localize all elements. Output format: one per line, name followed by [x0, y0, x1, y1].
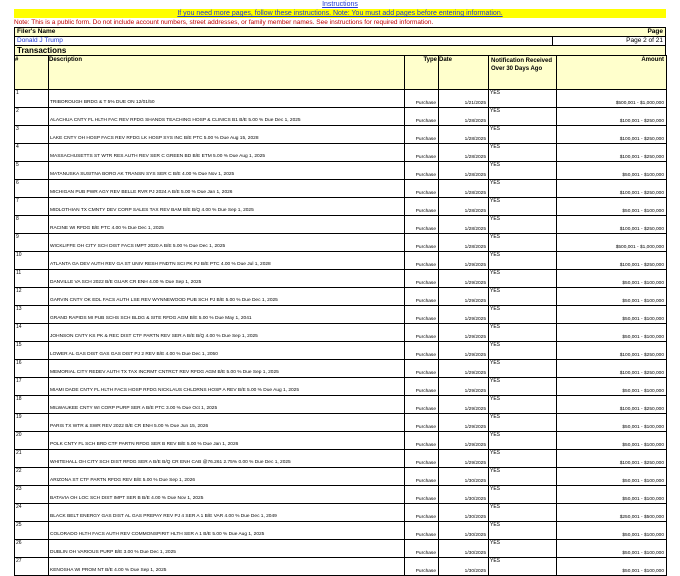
row-date[interactable]: 1/21/2025 [439, 90, 489, 108]
row-description[interactable]: POLK CNTY FL SCH BRD CTF PARTN RFDG SER B REV B/E 5.00 % Due Jan 1, 2026 [49, 432, 405, 450]
row-date[interactable]: 1/28/2025 [439, 108, 489, 126]
table-row [15, 144, 667, 162]
row-date[interactable]: 1/28/2025 [439, 198, 489, 216]
row-notification[interactable]: YES [489, 432, 557, 450]
table-row [15, 234, 667, 252]
filer-name-field[interactable]: Donald J Trump [17, 37, 63, 44]
row-amount[interactable]: $50,001 - $100,000 [557, 540, 667, 558]
filer-header [15, 28, 665, 36]
row-amount[interactable]: $500,001 - $1,000,000 [557, 90, 667, 108]
row-description[interactable]: MIAMI DADE CNTY FL HLTH FACS HOSP RFDG NICKLAUS CHLDRNS HOSP A REV B/E 5.00 % Due Aug 1, 2025 [49, 378, 405, 396]
row-notification[interactable]: YES [489, 216, 557, 234]
row-type[interactable]: Purchase [405, 90, 439, 108]
row-description[interactable]: LOWER AL GAS DIST GAS GAS DIST PJ 2 REV B/E 4.00 % Due Dec 1, 2050 [49, 342, 405, 360]
row-date[interactable]: 1/28/2025 [439, 216, 489, 234]
row-notification[interactable]: YES [489, 378, 557, 396]
column-header-notification: Notification Received Over 30 Days Ago [489, 56, 557, 90]
table-row [15, 360, 667, 378]
filer-values [15, 36, 665, 45]
row-amount[interactable]: $100,001 - $250,000 [557, 216, 667, 234]
table-row [15, 342, 667, 360]
row-description[interactable]: WICKLIFFE OH CITY SCH DIST FACS IMPT 2020 A B/E 5.00 % Due Dec 1, 2025 [49, 234, 405, 252]
row-date[interactable]: 1/29/2025 [439, 414, 489, 432]
row-date[interactable]: 1/29/2025 [439, 324, 489, 342]
row-description[interactable]: WHITEHALL OH CITY SCH DIST RFDG SER A B/E B/Q CR ENH CAB @76.261 2.75% 0.00 % Due Dec 1, 2025 [49, 450, 405, 468]
row-description[interactable]: PARIS TX WTR & SWR REV 2022 B/E CR ENH 5.00 % Due Jun 15, 2026 [49, 414, 405, 432]
row-notification[interactable]: YES [489, 324, 557, 342]
row-date[interactable]: 1/28/2025 [439, 162, 489, 180]
row-number: 15 [15, 342, 49, 360]
row-description[interactable]: RACINE WI RFDG B/E PTC 4.00 % Due Dec 1, 2025 [49, 216, 405, 234]
row-amount[interactable]: $100,001 - $250,000 [557, 126, 667, 144]
row-type[interactable]: Purchase [405, 558, 439, 576]
table-row [15, 270, 667, 288]
column-header-amount: Amount [557, 56, 667, 90]
row-number: 13 [15, 306, 49, 324]
row-notification[interactable]: YES [489, 540, 557, 558]
page-number: Page 2 of 21 [552, 37, 665, 45]
row-amount[interactable]: $50,001 - $100,000 [557, 558, 667, 576]
column-header-date: Date [439, 56, 489, 90]
row-notification[interactable]: YES [489, 414, 557, 432]
row-number: 2 [15, 108, 49, 126]
row-amount[interactable]: $50,001 - $100,000 [557, 288, 667, 306]
row-notification[interactable]: YES [489, 450, 557, 468]
row-description[interactable]: BATAVIA OH LOC SCH DIST IMPT SER B B/E 4.00 % Due Nov 1, 2025 [49, 486, 405, 504]
row-type[interactable]: Purchase [405, 126, 439, 144]
row-notification[interactable]: YES [489, 162, 557, 180]
row-notification[interactable]: YES [489, 504, 557, 522]
filer-name-label: Filer's Name [17, 28, 56, 35]
row-type[interactable]: Purchase [405, 216, 439, 234]
row-number: 3 [15, 126, 49, 144]
row-number: 22 [15, 468, 49, 486]
transactions-table [14, 55, 667, 576]
row-type[interactable]: Purchase [405, 342, 439, 360]
instructions-banner[interactable]: If you need more pages, follow these instructions. Note: You must add pages before entering information. [14, 9, 666, 18]
row-date[interactable]: 1/28/2025 [439, 234, 489, 252]
row-amount[interactable]: $50,001 - $100,000 [557, 270, 667, 288]
row-description[interactable]: ATLANTA GA DEV AUTH REV GA ST UNIV RESH FNDTN SCI PK PJ B/E PTC 4.00 % Due Jul 1, 2028 [49, 252, 405, 270]
row-amount[interactable]: $50,001 - $100,000 [557, 162, 667, 180]
column-header-number: # [15, 56, 49, 90]
row-date[interactable]: 1/30/2025 [439, 468, 489, 486]
row-type[interactable]: Purchase [405, 324, 439, 342]
row-description[interactable]: BLACK BELT ENERGY GAS DIST AL GAS PREPAY REV PJ 4 SER A 1 B/E VAR 4.00 % Due Dec 1, 2049 [49, 504, 405, 522]
column-header-description: Description [49, 56, 405, 90]
row-date[interactable]: 1/30/2025 [439, 558, 489, 576]
table-row [15, 522, 667, 540]
row-description[interactable]: JOHNSON CNTY KS PK & REC DIST CTF PARTN REV SER A B/E B/Q 4.00 % Due Sep 1, 2025 [49, 324, 405, 342]
row-description[interactable]: ALACHUA CNTY FL HLTH FAC REV RFDG SHANDS TEACHING HOSP & CLINICS B1 B/E 5.00 % Due Dec 1, 2025 [49, 108, 405, 126]
row-notification[interactable]: YES [489, 288, 557, 306]
row-type[interactable]: Purchase [405, 414, 439, 432]
row-amount[interactable]: $100,001 - $250,000 [557, 180, 667, 198]
row-notification[interactable]: YES [489, 144, 557, 162]
row-number: 9 [15, 234, 49, 252]
row-amount[interactable]: $50,001 - $100,000 [557, 522, 667, 540]
row-notification[interactable]: YES [489, 306, 557, 324]
row-description[interactable]: DUBLIN OH VARIOUS PURP B/E 3.00 % Due Dec 1, 2025 [49, 540, 405, 558]
row-notification[interactable]: YES [489, 342, 557, 360]
table-body [15, 90, 667, 576]
table-row [15, 216, 667, 234]
table-row [15, 126, 667, 144]
row-number: 4 [15, 144, 49, 162]
public-form-note: Note: This is a public form. Do not include account numbers, street addresses, or family member names. See instructions for required information. [14, 19, 434, 26]
table-row [15, 504, 667, 522]
row-amount[interactable]: $100,001 - $250,000 [557, 252, 667, 270]
row-type[interactable]: Purchase [405, 108, 439, 126]
row-amount[interactable]: $50,001 - $100,000 [557, 324, 667, 342]
row-date[interactable]: 1/29/2025 [439, 378, 489, 396]
row-notification[interactable]: YES [489, 180, 557, 198]
row-description[interactable]: MIDLOTHIAN TX CMNTY DEV CORP SALES TAX REV BAM B/E B/Q 4.00 % Due Sep 1, 2025 [49, 198, 405, 216]
row-date[interactable]: 1/30/2025 [439, 486, 489, 504]
row-type[interactable]: Purchase [405, 198, 439, 216]
row-description[interactable]: TRIBOROUGH BRDG & T 5% DUE ON 12/01/50 [49, 90, 405, 108]
row-date[interactable]: 1/30/2025 [439, 540, 489, 558]
table-row [15, 378, 667, 396]
row-amount[interactable]: $50,001 - $100,000 [557, 198, 667, 216]
row-type[interactable]: Purchase [405, 432, 439, 450]
row-type[interactable]: Purchase [405, 522, 439, 540]
row-number: 1 [15, 90, 49, 108]
row-number: 16 [15, 360, 49, 378]
table-row [15, 396, 667, 414]
row-number: 8 [15, 216, 49, 234]
page-label: Page [647, 28, 663, 35]
row-description[interactable]: GRAND RAPIDS MI PUB SCHS SCH BLDG & SITE RFDG AGM B/E 5.00 % Due May 1, 2041 [49, 306, 405, 324]
row-description[interactable]: KENOSHA WI PROM NT B/E 4.00 % Due Sep 1, 2025 [49, 558, 405, 576]
row-date[interactable]: 1/29/2025 [439, 306, 489, 324]
row-notification[interactable]: YES [489, 396, 557, 414]
row-type[interactable]: Purchase [405, 540, 439, 558]
row-number: 12 [15, 288, 49, 306]
row-amount[interactable]: $500,001 - $1,000,000 [557, 234, 667, 252]
row-description[interactable]: GARVIN CNTY OK EDL FACS AUTH LSE REV WYNNEWOOD PUB SCH PJ B/E 5.00 % Due Dec 1, 2025 [49, 288, 405, 306]
row-description[interactable]: MILWAUKEE CNTY WI CORP PURP SER A B/E PTC 3.00 % Due Oct 1, 2025 [49, 396, 405, 414]
table-row [15, 180, 667, 198]
row-type[interactable]: Purchase [405, 180, 439, 198]
row-date[interactable]: 1/29/2025 [439, 288, 489, 306]
row-amount[interactable]: $50,001 - $100,000 [557, 378, 667, 396]
row-amount[interactable]: $50,001 - $100,000 [557, 468, 667, 486]
table-row [15, 468, 667, 486]
row-date[interactable]: 1/28/2025 [439, 126, 489, 144]
row-number: 20 [15, 432, 49, 450]
row-number: 14 [15, 324, 49, 342]
row-description[interactable]: DANVILLE VA SCH 2022 B/E GUAR CR ENH 4.00 % Due Sep 1, 2025 [49, 270, 405, 288]
row-date[interactable]: 1/29/2025 [439, 396, 489, 414]
row-date[interactable]: 1/29/2025 [439, 252, 489, 270]
row-notification[interactable]: YES [489, 468, 557, 486]
row-date[interactable]: 1/29/2025 [439, 432, 489, 450]
table-row [15, 324, 667, 342]
row-number: 11 [15, 270, 49, 288]
row-amount[interactable]: $100,001 - $250,000 [557, 108, 667, 126]
row-number: 6 [15, 180, 49, 198]
row-number: 27 [15, 558, 49, 576]
row-type[interactable]: Purchase [405, 234, 439, 252]
report-page [14, 0, 666, 576]
table-row [15, 306, 667, 324]
row-amount[interactable]: $100,001 - $250,000 [557, 396, 667, 414]
row-date[interactable]: 1/30/2025 [439, 504, 489, 522]
row-amount[interactable]: $100,001 - $250,000 [557, 342, 667, 360]
filer-box [14, 27, 666, 45]
table-row [15, 540, 667, 558]
table-row [15, 486, 667, 504]
row-type[interactable]: Purchase [405, 486, 439, 504]
row-number: 18 [15, 396, 49, 414]
row-description[interactable]: MEMORIAL CITY REDEV AUTH TX TAX INCRMT CNTRCT REV RFDG AGM B/E 5.00 % Due Sep 1, 2025 [49, 360, 405, 378]
row-number: 17 [15, 378, 49, 396]
row-number: 26 [15, 540, 49, 558]
row-date[interactable]: 1/28/2025 [439, 180, 489, 198]
instructions-link[interactable]: Instructions [322, 1, 358, 8]
row-number: 19 [15, 414, 49, 432]
row-notification[interactable]: YES [489, 252, 557, 270]
row-number: 24 [15, 504, 49, 522]
row-description[interactable]: COLORADO HLTH FACS AUTH REV COMMONSPIRIT HLTH SER A 1 B/E 5.00 % Due Aug 1, 2025 [49, 522, 405, 540]
row-date[interactable]: 1/29/2025 [439, 270, 489, 288]
row-type[interactable]: Purchase [405, 270, 439, 288]
row-type[interactable]: Purchase [405, 378, 439, 396]
row-notification[interactable]: YES [489, 126, 557, 144]
table-row [15, 432, 667, 450]
row-amount[interactable]: $50,001 - $100,000 [557, 414, 667, 432]
row-type[interactable]: Purchase [405, 144, 439, 162]
row-notification[interactable]: YES [489, 90, 557, 108]
table-row [15, 108, 667, 126]
section-title: Transactions [14, 45, 666, 55]
row-date[interactable]: 1/29/2025 [439, 360, 489, 378]
row-type[interactable]: Purchase [405, 360, 439, 378]
row-description[interactable]: MICHIGAN PUB PWR AGY REV BELLE RVR PJ 2024 A B/E 5.00 % Due Jan 1, 2026 [49, 180, 405, 198]
row-number: 23 [15, 486, 49, 504]
row-amount[interactable]: $100,001 - $250,000 [557, 450, 667, 468]
row-notification[interactable]: YES [489, 486, 557, 504]
row-description[interactable]: MASSACHUSETTS ST WTR RES AUTH REV SER C GREEN BD B/E ETM 5.00 % Due Aug 1, 2025 [49, 144, 405, 162]
row-date[interactable]: 1/29/2025 [439, 342, 489, 360]
row-type[interactable]: Purchase [405, 504, 439, 522]
row-amount[interactable]: $100,001 - $250,000 [557, 144, 667, 162]
table-row [15, 162, 667, 180]
row-number: 25 [15, 522, 49, 540]
row-amount[interactable]: $100,001 - $250,000 [557, 360, 667, 378]
table-header-row [15, 56, 667, 90]
row-number: 10 [15, 252, 49, 270]
row-notification[interactable]: YES [489, 108, 557, 126]
table-row [15, 288, 667, 306]
row-notification[interactable]: YES [489, 360, 557, 378]
row-amount[interactable]: $250,001 - $500,000 [557, 504, 667, 522]
row-number: 7 [15, 198, 49, 216]
row-date[interactable]: 1/30/2025 [439, 522, 489, 540]
row-type[interactable]: Purchase [405, 288, 439, 306]
row-notification[interactable]: YES [489, 234, 557, 252]
row-notification[interactable]: YES [489, 198, 557, 216]
row-type[interactable]: Purchase [405, 252, 439, 270]
row-date[interactable]: 1/29/2025 [439, 450, 489, 468]
row-type[interactable]: Purchase [405, 396, 439, 414]
column-header-type: Type [405, 56, 439, 90]
row-description[interactable]: ARIZONA ST CTF PARTN RFDG REV B/E 5.00 % Due Sep 1, 2026 [49, 468, 405, 486]
row-type[interactable]: Purchase [405, 468, 439, 486]
row-number: 21 [15, 450, 49, 468]
table-row [15, 450, 667, 468]
row-date[interactable]: 1/28/2025 [439, 144, 489, 162]
row-notification[interactable]: YES [489, 270, 557, 288]
table-row [15, 414, 667, 432]
row-type[interactable]: Purchase [405, 162, 439, 180]
instructions-link-row [14, 0, 666, 9]
row-number: 5 [15, 162, 49, 180]
row-amount[interactable]: $50,001 - $100,000 [557, 432, 667, 450]
row-description[interactable]: MATANUSKA SUSITNA BORO AK TRANSN SYS SER C B/E 4.00 % Due Nov 1, 2025 [49, 162, 405, 180]
row-amount[interactable]: $50,001 - $100,000 [557, 306, 667, 324]
row-notification[interactable]: YES [489, 558, 557, 576]
table-row [15, 558, 667, 576]
row-notification[interactable]: YES [489, 522, 557, 540]
table-row [15, 252, 667, 270]
row-description[interactable]: LAKE CNTY OH HOSP FACS REV RFDG LK HOSP SYS INC B/E PTC 5.00 % Due Aug 15, 2028 [49, 126, 405, 144]
row-amount[interactable]: $50,001 - $100,000 [557, 486, 667, 504]
row-type[interactable]: Purchase [405, 306, 439, 324]
row-type[interactable]: Purchase [405, 450, 439, 468]
table-row [15, 90, 667, 108]
table-row [15, 198, 667, 216]
